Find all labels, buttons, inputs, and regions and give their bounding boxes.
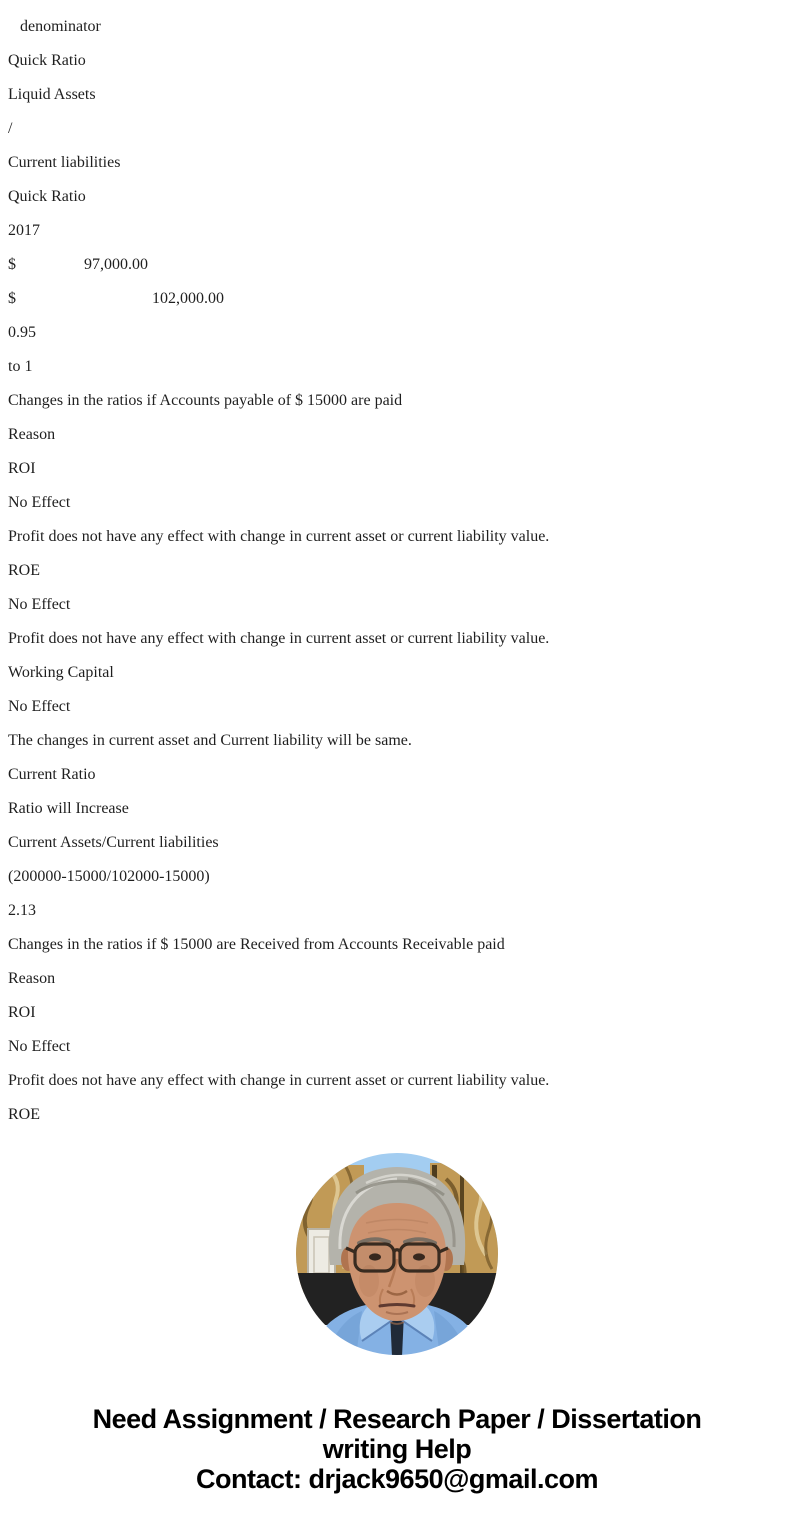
footer-line-2: writing Help	[322, 1434, 472, 1464]
text-line: ROI	[8, 1004, 36, 1021]
text-line: The changes in current asset and Current liability will be same.	[8, 732, 412, 749]
text-line: No Effect	[8, 596, 71, 613]
text-line: No Effect	[8, 698, 71, 715]
text-line: No Effect	[8, 494, 71, 511]
text-line: $ 97,000.00	[8, 256, 148, 273]
text-line: Reason	[8, 970, 56, 987]
text-line: Current Ratio	[8, 766, 96, 783]
contact-email: Contact: drjack9650@gmail.com	[196, 1464, 598, 1494]
avatar-figure	[296, 1153, 498, 1360]
text-line: Profit does not have any effect with change in current asset or current liability value.	[8, 528, 550, 545]
text-line: Changes in the ratios if Accounts payable of $ 15000 are paid	[8, 392, 403, 409]
text-line: Working Capital	[8, 664, 114, 681]
text-line: $ 102,000.00	[8, 290, 224, 307]
text-line: /	[8, 120, 13, 137]
text-line: ROE	[8, 562, 40, 579]
footer-line-1: Need Assignment / Research Paper / Dissertation	[92, 1404, 702, 1434]
text-line: Quick Ratio	[8, 52, 86, 69]
text-line: Reason	[8, 426, 56, 443]
avatar-photo	[296, 1153, 498, 1355]
text-line: Current liabilities	[8, 154, 121, 171]
text-line: Changes in the ratios if $ 15000 are Received from Accounts Receivable paid	[8, 936, 505, 953]
text-line: ROE	[8, 1106, 40, 1123]
text-line: Profit does not have any effect with change in current asset or current liability value.	[8, 630, 550, 647]
text-line: 2017	[8, 222, 40, 239]
presenter-avatar	[296, 1153, 498, 1355]
text-line: Current Assets/Current liabilities	[8, 834, 219, 851]
text-line: (200000-15000/102000-15000)	[8, 868, 210, 885]
text-line: Quick Ratio	[8, 188, 86, 205]
text-line: No Effect	[8, 1038, 71, 1055]
text-line: denominator	[8, 18, 101, 35]
text-line: Profit does not have any effect with change in current asset or current liability value.	[8, 1072, 550, 1089]
text-line: 2.13	[8, 902, 36, 919]
text-line: 0.95	[8, 324, 36, 341]
text-line: to 1	[8, 358, 33, 375]
footer-banner	[0, 1404, 794, 1494]
text-line: Ratio will Increase	[8, 800, 129, 817]
text-line: Liquid Assets	[8, 86, 96, 103]
text-line: ROI	[8, 460, 36, 477]
